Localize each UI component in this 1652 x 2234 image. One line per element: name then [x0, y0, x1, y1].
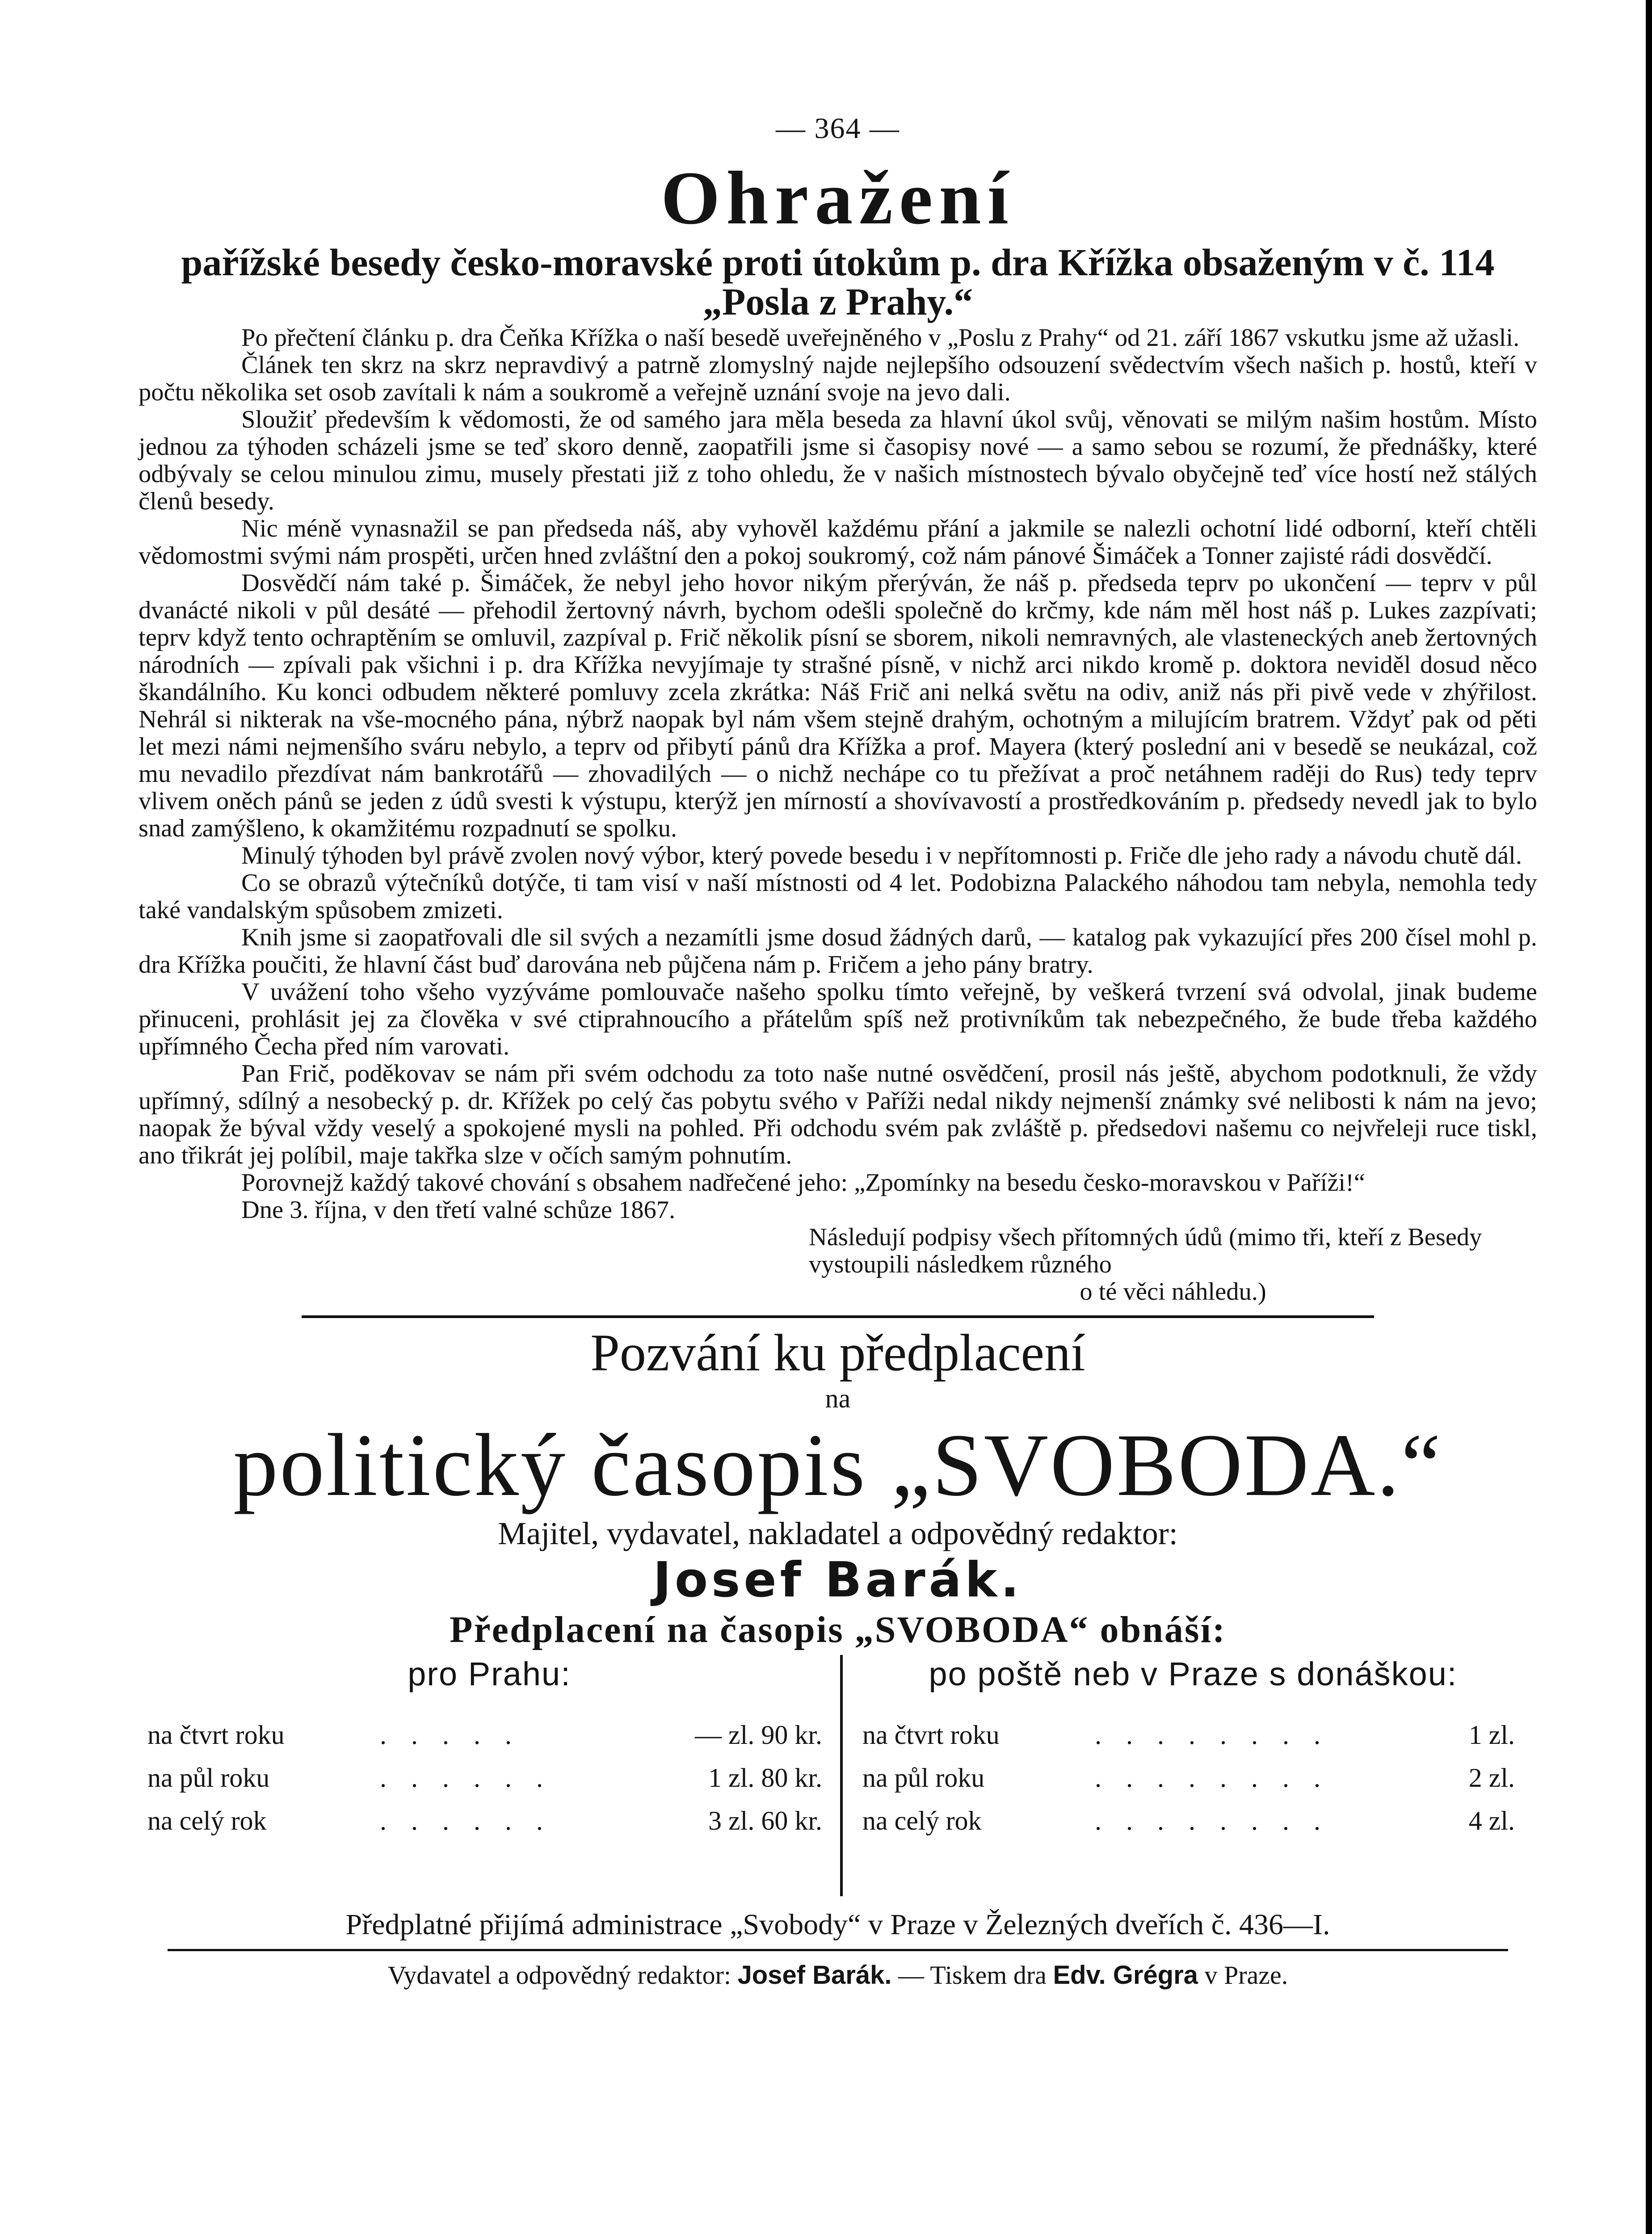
footer-middle: — Tiskem dra [898, 1960, 1047, 1990]
price-period: na čtvrt roku [862, 1720, 1000, 1750]
paragraph: Dne 3. října, v den třetí valné schůze 1867. [241, 1196, 676, 1224]
paragraph: Pan Frič, poděkovav se nám při svém odchodu za toto naše nutné osvědčení, prosil nás ještě, abychom podotknuli, že vždy upřímný, sdílný a nesobecký p. dr. Křížek po celý čas pobytu svého v Paříži nedal nikdy nejmenší známky své nelibosti k nám na jevo; naopak že býval vždy veselý a spokojené mysli na pohled. Při odchodu svém pak zvláště p. předsedovi našemu co nejvřeleji ruce tiskl, ano třikrát jej políbil, maje takřka slze v očích samým pohnutím. [139, 1060, 1537, 1170]
price-amount: — zl. 90 kr. [695, 1720, 822, 1750]
ad-administration-line: Předplatné přijímá administrace „Svobody“ v Praze v Železných dveřích č. 436—I. [345, 1908, 1330, 1941]
price-row [862, 1763, 1524, 1806]
newspaper-page [139, 112, 1537, 1990]
leader-dots: . . . . . [380, 1720, 521, 1750]
leader-dots: . . . . . . [380, 1763, 552, 1793]
column-heading: pro Prahu: [408, 1655, 571, 1692]
price-column-divider [840, 1655, 843, 1896]
price-column-post [862, 1655, 1524, 1848]
price-period: na celý rok [147, 1806, 267, 1835]
leader-dots: . . . . . . [380, 1806, 552, 1835]
price-row [862, 1806, 1524, 1848]
price-row [147, 1720, 831, 1763]
price-table [139, 1655, 1537, 1905]
footer-divider [168, 1949, 1508, 1951]
leader-dots: . . . . . . . . [1095, 1806, 1329, 1835]
price-amount: 3 zl. 60 kr. [708, 1806, 822, 1835]
price-period: na čtvrt roku [147, 1720, 285, 1750]
article-body [139, 324, 1537, 1224]
page-edge [1646, 0, 1652, 2234]
ad-na: na [825, 1383, 851, 1413]
paragraph: Sloužiť především k vědomosti, že od samého jara měla beseda za hlavní úkol svůj, věnovati se milým našim hostům. Místo jednou za týhoden scházeli jsme se teď skoro denně, zaopatřili jsme si časopisy nové — a samo sebou se rozumí, že přednášky, které odbývaly se celou minulou zimu, musely přestati již z toho ohledu, že v našich místnostech bývalo obyčejně teď více hostí než stálých členů besedy. [139, 405, 1537, 515]
price-row [862, 1720, 1524, 1763]
footer-prefix: Vydavatel a odpovědný redaktor: [387, 1960, 731, 1990]
price-period: na celý rok [862, 1806, 982, 1835]
section-divider [302, 1315, 1374, 1318]
price-amount: 4 zl. [1468, 1806, 1515, 1835]
paragraph: Co se obrazů výtečníků dotýče, ti tam visí v naší místnosti od 4 let. Podobizna Palackého náhodou tam nebyla, nemohla tedy také vandalským spůsobem zmizeti. [139, 869, 1537, 924]
paragraph: Nic méně vynasnažil se pan předseda náš, aby vyhověl každému přání a jakmile se nalezli ochotní lidé odborní, kteří chtěli vědomostmi svými nám prospěti, určen hned zvláštní den a pokoj soukromý, což nám pánové Šimáček a Tonner zajisté rádi dosvědčí. [139, 514, 1537, 570]
ad-publisher-line: Majitel, vydavatel, nakladatel a odpovědný redaktor: [498, 1515, 1178, 1551]
price-period: na půl roku [862, 1763, 985, 1793]
ad-paper-name: politický časopis „SVOBODA.“ [233, 1415, 1443, 1515]
signature-note: Následují podpisy všech přítomných údů (mimo tři, kteří z Besedy vystoupili následkem různého [809, 1223, 1482, 1279]
footer-editor: Josef Barák. [737, 1960, 892, 1990]
article-title: Ohražení [661, 156, 1015, 240]
price-amount: 2 zl. [1468, 1763, 1515, 1793]
leader-dots: . . . . . . . . [1095, 1763, 1329, 1793]
paragraph: Knih jsme si zaopatřovali dle sil svých a nezamítli jsme dosud žádných darů, — katalog pak vykazující přes 200 čísel mohl p. dra Křížka poučiti, že hlavní část buď darována neb půjčena nám p. Fričem a jeho pány bratry. [139, 924, 1537, 979]
page-number: — 364 — [776, 112, 900, 145]
article-subtitle: pařížské besedy česko-moravské proti útokům p. dra Křížka obsaženým v č. 114 „Posla z Prahy.“ [181, 240, 1495, 323]
price-row [147, 1763, 831, 1806]
price-amount: 1 zl. 80 kr. [708, 1763, 822, 1793]
ad-cost-heading: Předplacení na časopis „SVOBODA“ obnáší: [450, 1608, 1226, 1650]
price-row [147, 1806, 831, 1848]
footer-suffix: v Praze. [1204, 1960, 1288, 1990]
price-amount: 1 zl. [1468, 1720, 1515, 1750]
ad-publisher-name: Josef Barák. [653, 1552, 1023, 1608]
column-heading: po poště neb v Praze s donáškou: [929, 1655, 1458, 1692]
signature-note-end: o té věci náhledu.) [1080, 1278, 1266, 1306]
paragraph: V uvážení toho všeho vyzýváme pomlouvače našeho spolku tímto veřejně, by veškerá tvrzení svá odvolal, jinak budeme přinuceni, prohlásit jej za člověka v své ctiprahnoucího a přátelům spíš než protivníkům tak nebezpečného, že bude třeba každého upřímného Čecha před ním varovati. [139, 978, 1537, 1061]
imprint-footer [139, 1960, 1537, 1990]
paragraph: Po přečtení článku p. dra Čeňka Křížka o naší besedě uveřejněného v „Poslu z Prahy“ od 21. září 1867 vskutku jsme až užasli. [241, 323, 1520, 352]
paragraph: Porovnejž každý takové chování s obsahem nadřečené jeho: „Zpomínky na besedu česko-moravskou v Paříži!“ [241, 1169, 1365, 1197]
paragraph: Minulý týhoden byl právě zvolen nový výbor, který povede besedu i v nepřítomnosti p. Friče dle jeho rady a návodu chutě dál. [241, 841, 1522, 869]
paragraph: Dosvědčí nám také p. Šimáček, že nebyl jeho hovor nikým přerýván, že náš p. předseda teprv po ukončení — teprv v půl dvanácté nikoli v půl desáté — přehodil žertovný návrh, bychom odešli společně do krčmy, kde nám měl host náš p. Lukes zazpívati; teprv když tento ochraptěním se omluvil, zazpíval p. Frič několik písní se sborem, nikoli nemravných, ale vlasteneckých aneb žertovných národních — zpívali pak všichni i p. dra Křížka nevyjímaje ty strašné písně, v nichž arci nikdo kromě p. doktora neviděl dosud něco škandálního. Ku konci odbudem některé pomluvy zcela zkrátka: Náš Frič ani nelká světu na odiv, aniž nás při pivě vede v zhýřilost. Nehrál si nikterak na vše-mocného pána, nýbrž naopak byl nám všem stejně drahým, ochotným a milujícím bratrem. Vždyť pak od pěti let mezi námi nejmenšího sváru nebylo, a teprv od přibytí pánů dra Křížka a prof. Mayera (který poslední ani v besedě se neukázal, což mu nevadilo přezdívat nám bankrotářů — zhovadilých — o nichž nechápe co tu přežívat a proč netáhnem raději do Rus) tedy teprv vlivem oněch pánů se jeden z údů svesti k výstupu, kterýž jen mírností a shovívavostí a prostředkováním p. předsedy nevedl jak to bylo snad zamýšleno, k okamžitému rozpadnutí se spolku. [139, 569, 1537, 842]
leader-dots: . . . . . . . . [1095, 1720, 1329, 1750]
ad-heading: Pozvání ku předplacení [590, 1323, 1085, 1382]
price-period: na půl roku [147, 1763, 270, 1793]
paragraph: Článek ten skrz na skrz nepravdivý a patrně zlomyslný najde nejlepšího odsouzení svědectvím všech našich p. hostů, kteří v počtu několika set osob zavítali k nám a soukromě a veřejně uznání svoje na jevo dali. [139, 351, 1537, 406]
price-column-prague [147, 1655, 831, 1848]
footer-printer: Edv. Grégra [1053, 1960, 1198, 1990]
